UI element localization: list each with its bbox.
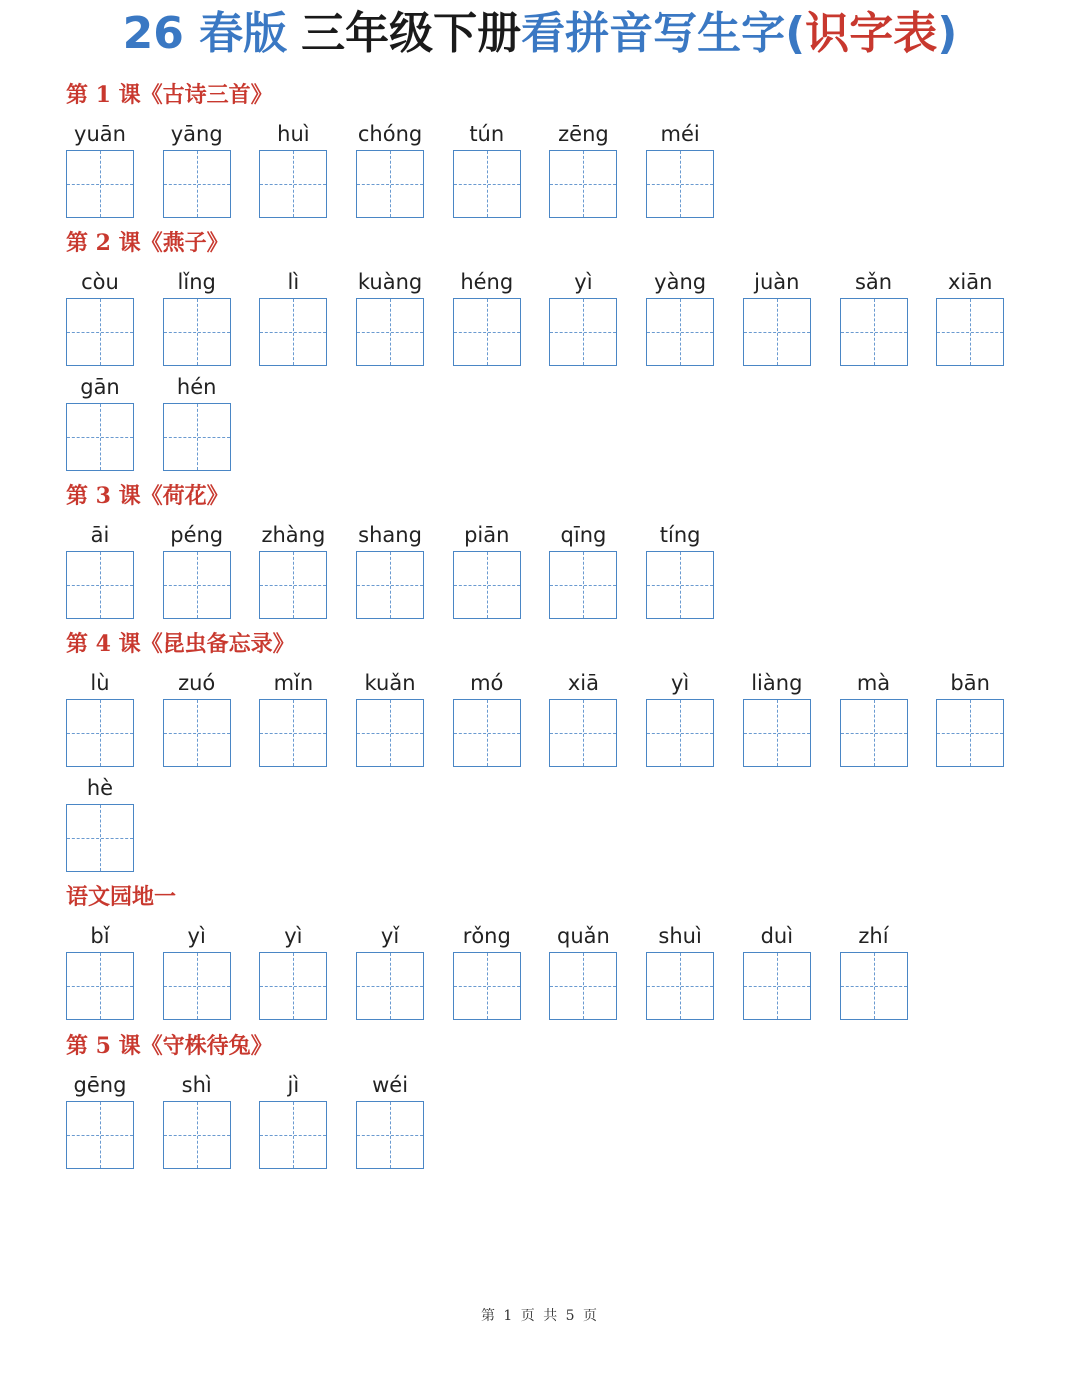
pinyin-label: zhí bbox=[858, 924, 889, 948]
pinyin-label: lù bbox=[90, 671, 110, 695]
writing-grid-box[interactable] bbox=[259, 298, 327, 366]
character-cell bbox=[646, 667, 714, 767]
writing-grid-box[interactable] bbox=[356, 952, 424, 1020]
pinyin-label: hén bbox=[176, 375, 217, 399]
character-cell bbox=[936, 667, 1004, 767]
character-cell bbox=[646, 266, 714, 366]
character-cell bbox=[743, 667, 811, 767]
character-cell bbox=[259, 118, 327, 218]
writing-grid-box[interactable] bbox=[259, 150, 327, 218]
writing-grid-box[interactable] bbox=[549, 150, 617, 218]
section-heading: 第 2 课《燕子》 bbox=[66, 230, 229, 256]
writing-grid-box[interactable] bbox=[356, 551, 424, 619]
pinyin-row bbox=[66, 519, 743, 619]
character-cell bbox=[549, 667, 617, 767]
writing-grid-box[interactable] bbox=[646, 952, 714, 1020]
character-cell bbox=[259, 1069, 327, 1169]
pinyin-label: liàng bbox=[751, 671, 803, 695]
writing-grid-box[interactable] bbox=[66, 150, 134, 218]
character-cell bbox=[356, 266, 424, 366]
writing-grid-box[interactable] bbox=[66, 403, 134, 471]
character-cell bbox=[356, 1069, 424, 1169]
section-heading: 第 4 课《昆虫备忘录》 bbox=[66, 631, 295, 657]
writing-grid-box[interactable] bbox=[549, 952, 617, 1020]
writing-grid-box[interactable] bbox=[936, 298, 1004, 366]
pinyin-label: yì bbox=[187, 924, 206, 948]
writing-grid-box[interactable] bbox=[646, 298, 714, 366]
pinyin-label: mó bbox=[470, 671, 504, 695]
pinyin-label: bǐ bbox=[90, 924, 110, 948]
pinyin-label: péng bbox=[170, 523, 224, 547]
title-close-paren: ) bbox=[937, 8, 958, 59]
pinyin-label: qīng bbox=[560, 523, 607, 547]
character-cell bbox=[936, 266, 1004, 366]
pinyin-row bbox=[66, 266, 1033, 366]
character-cell bbox=[66, 772, 134, 872]
section-heading: 第 5 课《守株待兔》 bbox=[66, 1033, 273, 1059]
writing-grid-box[interactable] bbox=[453, 699, 521, 767]
pinyin-label: mà bbox=[856, 671, 891, 695]
character-cell bbox=[259, 266, 327, 366]
writing-grid-box[interactable] bbox=[453, 551, 521, 619]
writing-grid-box[interactable] bbox=[259, 551, 327, 619]
page-footer: 第 1 页 共 5 页 bbox=[480, 1308, 600, 1324]
pinyin-label: còu bbox=[81, 270, 119, 294]
writing-grid-box[interactable] bbox=[743, 699, 811, 767]
character-cell bbox=[163, 1069, 231, 1169]
character-cell bbox=[66, 920, 134, 1020]
character-cell bbox=[259, 920, 327, 1020]
character-cell bbox=[646, 118, 714, 218]
character-cell bbox=[549, 266, 617, 366]
pinyin-label: chóng bbox=[357, 122, 423, 146]
pinyin-row bbox=[66, 1069, 453, 1169]
pinyin-label: lì bbox=[287, 270, 300, 294]
pinyin-label: quǎn bbox=[557, 924, 610, 948]
writing-grid-box[interactable] bbox=[356, 298, 424, 366]
pinyin-label: shuì bbox=[658, 924, 702, 948]
character-cell bbox=[66, 266, 134, 366]
title-table-name: 识字表 bbox=[805, 8, 938, 59]
section-heading: 语文园地一 bbox=[66, 884, 177, 910]
pinyin-label: tún bbox=[469, 122, 505, 146]
character-cell bbox=[453, 920, 521, 1020]
section-heading: 第 3 课《荷花》 bbox=[66, 483, 229, 509]
pinyin-label: zuó bbox=[178, 671, 216, 695]
pinyin-row bbox=[66, 772, 163, 872]
section-heading: 第 1 课《古诗三首》 bbox=[66, 82, 273, 108]
writing-grid-box[interactable] bbox=[163, 298, 231, 366]
character-cell bbox=[453, 266, 521, 366]
pinyin-label: sǎn bbox=[854, 270, 893, 294]
writing-grid-box[interactable] bbox=[163, 150, 231, 218]
writing-grid-box[interactable] bbox=[163, 551, 231, 619]
pinyin-row bbox=[66, 118, 743, 218]
pinyin-label: yuān bbox=[74, 122, 126, 146]
writing-grid-box[interactable] bbox=[66, 1101, 134, 1169]
writing-grid-box[interactable] bbox=[259, 699, 327, 767]
pinyin-label: yì bbox=[574, 270, 593, 294]
character-cell bbox=[163, 667, 231, 767]
title-grade: 三年级下册 bbox=[301, 8, 522, 59]
writing-grid-box[interactable] bbox=[840, 952, 908, 1020]
pinyin-label: juàn bbox=[754, 270, 800, 294]
writing-grid-box[interactable] bbox=[66, 298, 134, 366]
pinyin-label: shang bbox=[358, 523, 422, 547]
character-cell bbox=[66, 667, 134, 767]
pinyin-label: yāng bbox=[170, 122, 223, 146]
pinyin-label: yǐ bbox=[380, 924, 400, 948]
writing-grid-box[interactable] bbox=[549, 699, 617, 767]
character-cell bbox=[163, 519, 231, 619]
pinyin-label: méi bbox=[660, 122, 700, 146]
writing-grid-box[interactable] bbox=[356, 150, 424, 218]
character-cell bbox=[743, 266, 811, 366]
writing-grid-box[interactable] bbox=[646, 150, 714, 218]
pinyin-label: héng bbox=[460, 270, 514, 294]
character-cell bbox=[66, 1069, 134, 1169]
pinyin-label: zhàng bbox=[261, 523, 326, 547]
character-cell bbox=[163, 266, 231, 366]
character-cell bbox=[549, 920, 617, 1020]
writing-grid-box[interactable] bbox=[356, 699, 424, 767]
character-cell bbox=[163, 920, 231, 1020]
character-cell bbox=[453, 667, 521, 767]
page-title bbox=[0, 6, 1080, 62]
writing-grid-box[interactable] bbox=[163, 403, 231, 471]
writing-grid-box[interactable] bbox=[743, 952, 811, 1020]
pinyin-label: yì bbox=[670, 671, 690, 695]
writing-grid-box[interactable] bbox=[356, 1101, 424, 1169]
pinyin-label: zēng bbox=[558, 122, 609, 146]
pinyin-label: kuǎn bbox=[364, 671, 416, 695]
character-cell bbox=[453, 118, 521, 218]
character-cell bbox=[66, 371, 134, 471]
pinyin-label: tíng bbox=[659, 523, 701, 547]
pinyin-label: kuàng bbox=[357, 270, 423, 294]
pinyin-label: gēng bbox=[73, 1073, 127, 1097]
character-cell bbox=[453, 519, 521, 619]
writing-grid-box[interactable] bbox=[259, 1101, 327, 1169]
pinyin-label: jì bbox=[287, 1073, 300, 1097]
writing-grid-box[interactable] bbox=[549, 551, 617, 619]
pinyin-label: xiān bbox=[947, 270, 993, 294]
character-cell bbox=[646, 920, 714, 1020]
pinyin-label: yàng bbox=[654, 270, 707, 294]
writing-grid-box[interactable] bbox=[549, 298, 617, 366]
character-cell bbox=[356, 920, 424, 1020]
writing-grid-box[interactable] bbox=[66, 952, 134, 1020]
writing-grid-box[interactable] bbox=[840, 298, 908, 366]
pinyin-label: huì bbox=[277, 122, 310, 146]
pinyin-label: yì bbox=[284, 924, 303, 948]
pinyin-label: piān bbox=[464, 523, 510, 547]
character-cell bbox=[259, 519, 327, 619]
pinyin-row bbox=[66, 667, 1033, 767]
writing-grid-box[interactable] bbox=[840, 699, 908, 767]
writing-grid-box[interactable] bbox=[453, 298, 521, 366]
character-cell bbox=[356, 118, 424, 218]
character-cell bbox=[356, 667, 424, 767]
character-cell bbox=[66, 118, 134, 218]
pinyin-label: āi bbox=[90, 523, 110, 547]
character-cell bbox=[356, 519, 424, 619]
character-cell bbox=[549, 519, 617, 619]
pinyin-label: lǐng bbox=[177, 270, 216, 294]
writing-grid-box[interactable] bbox=[453, 150, 521, 218]
writing-grid-box[interactable] bbox=[66, 804, 134, 872]
pinyin-label: duì bbox=[760, 924, 794, 948]
pinyin-label: shì bbox=[181, 1073, 212, 1097]
character-cell bbox=[163, 371, 231, 471]
writing-grid-box[interactable] bbox=[453, 952, 521, 1020]
character-cell bbox=[66, 519, 134, 619]
character-cell bbox=[549, 118, 617, 218]
writing-grid-box[interactable] bbox=[646, 551, 714, 619]
writing-grid-box[interactable] bbox=[66, 699, 134, 767]
character-cell bbox=[840, 920, 908, 1020]
character-cell bbox=[840, 266, 908, 366]
character-cell bbox=[646, 519, 714, 619]
writing-grid-box[interactable] bbox=[66, 551, 134, 619]
writing-grid-box[interactable] bbox=[163, 1101, 231, 1169]
writing-grid-box[interactable] bbox=[936, 699, 1004, 767]
pinyin-label: mǐn bbox=[273, 671, 314, 695]
pinyin-label: xiā bbox=[567, 671, 599, 695]
pinyin-label: wéi bbox=[372, 1073, 409, 1097]
pinyin-label: hè bbox=[86, 776, 114, 800]
pinyin-row bbox=[66, 371, 259, 471]
character-cell bbox=[163, 118, 231, 218]
writing-grid-box[interactable] bbox=[646, 699, 714, 767]
pinyin-label: gān bbox=[80, 375, 120, 399]
pinyin-label: bān bbox=[950, 671, 990, 695]
pinyin-label: rǒng bbox=[462, 924, 511, 948]
writing-grid-box[interactable] bbox=[163, 952, 231, 1020]
character-cell bbox=[259, 667, 327, 767]
pinyin-row bbox=[66, 920, 936, 1020]
title-task: 看拼音写生字( bbox=[521, 8, 806, 59]
writing-grid-box[interactable] bbox=[259, 952, 327, 1020]
title-edition: 26 春版 bbox=[122, 8, 288, 59]
writing-grid-box[interactable] bbox=[743, 298, 811, 366]
writing-grid-box[interactable] bbox=[163, 699, 231, 767]
character-cell bbox=[840, 667, 908, 767]
character-cell bbox=[743, 920, 811, 1020]
